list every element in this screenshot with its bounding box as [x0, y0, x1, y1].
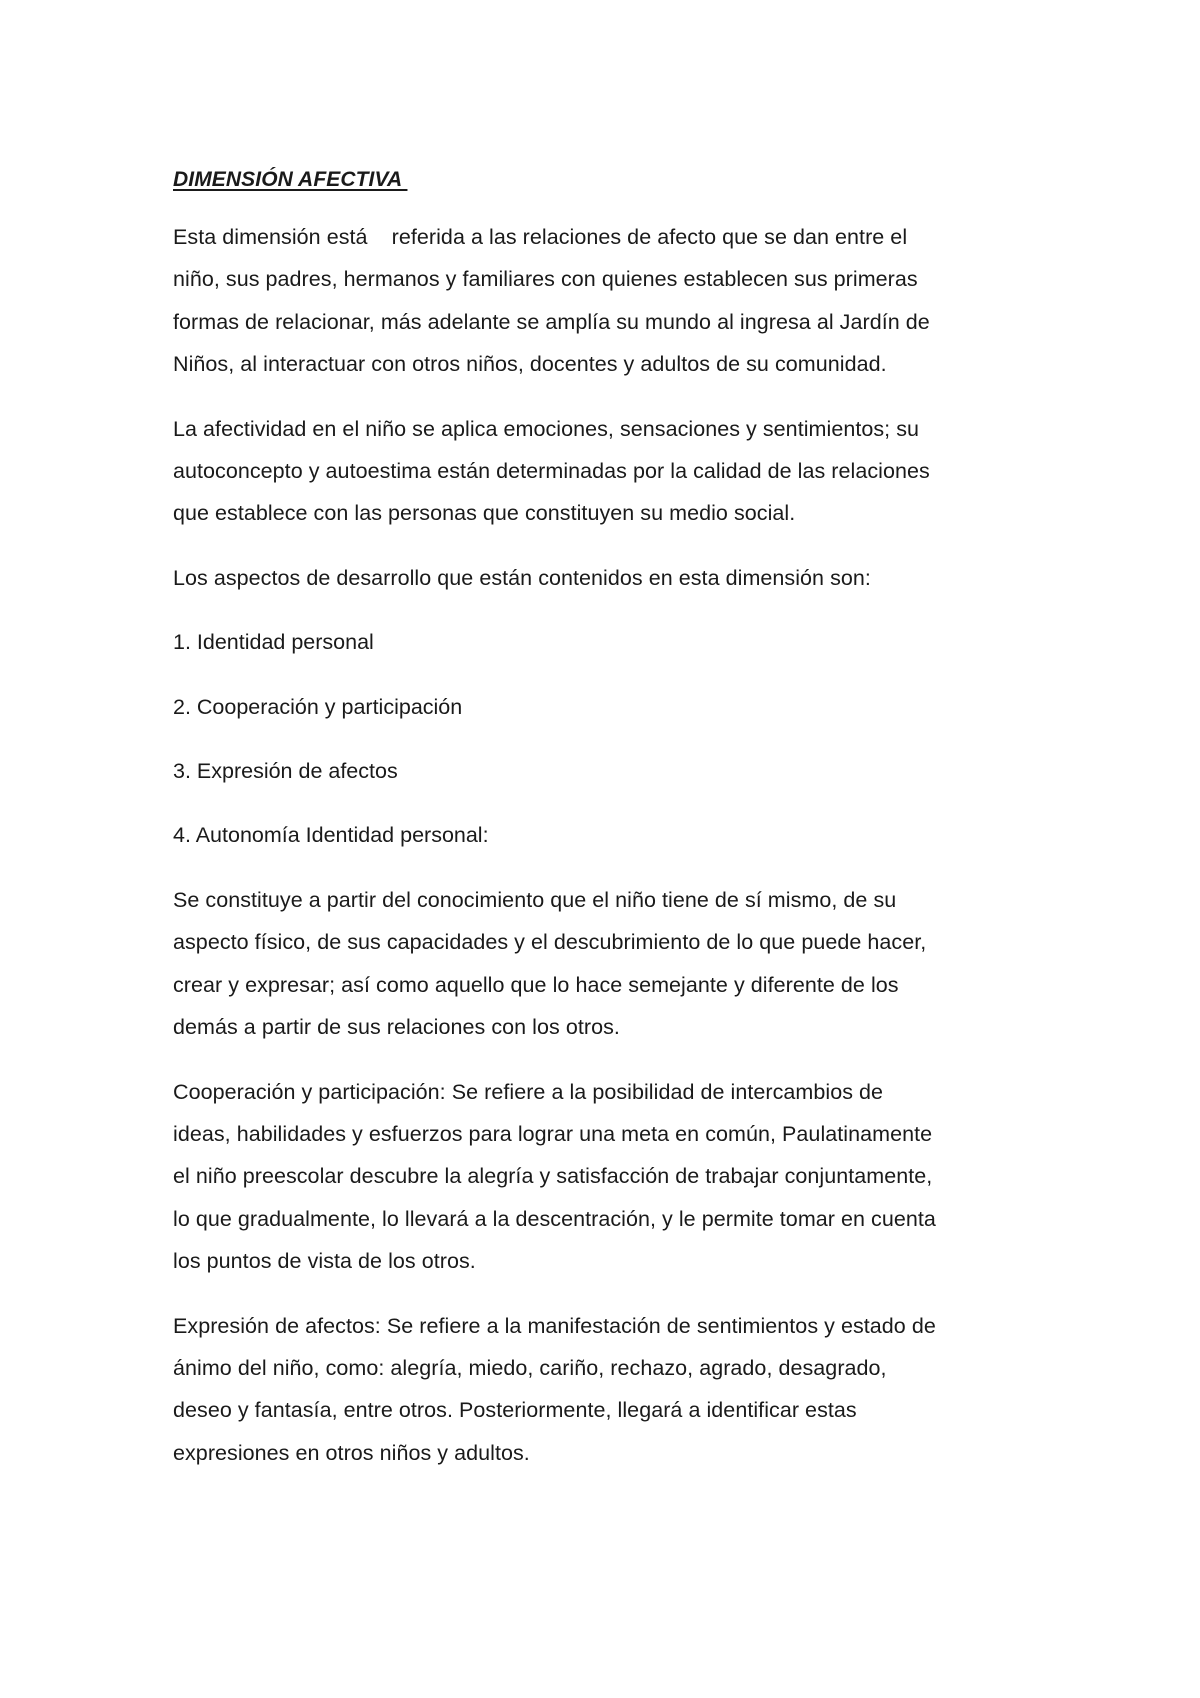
text-line: formas de relacionar, más adelante se amplía su mundo al ingresa al Jardín de	[173, 309, 930, 334]
cooperation-paragraph	[173, 1071, 1053, 1283]
text-line: Los aspectos de desarrollo que están contenidos en esta dimensión son:	[173, 565, 871, 590]
expression-paragraph	[173, 1305, 1053, 1475]
text-line: demás a partir de sus relaciones con los otros.	[173, 1015, 620, 1040]
aspect-list-item: 1. Identidad personal	[173, 630, 374, 655]
text-line: deseo y fantasía, entre otros. Posteriormente, llegará a identificar estas	[173, 1398, 857, 1423]
text-line: ideas, habilidades y esfuerzos para lograr una meta en común, Paulatinamente	[173, 1121, 933, 1146]
text-line: el niño preescolar descubre la alegría y satisfacción de trabajar conjuntamente,	[173, 1164, 933, 1189]
text-line: Se constituye a partir del conocimiento que el niño tiene de sí mismo, de su	[173, 887, 897, 912]
identity-paragraph	[173, 879, 1053, 1049]
text-line: Expresión de afectos: Se refiere a la manifestación de sentimientos y estado de	[173, 1313, 936, 1338]
text-line: aspecto físico, de sus capacidades y el descubrimiento de lo que puede hacer,	[173, 930, 927, 955]
text-line: Niños, al interactuar con otros niños, docentes y adultos de su comunidad.	[173, 352, 887, 377]
text-line: los puntos de vista de los otros.	[173, 1249, 476, 1274]
aspect-list-item: 4. Autonomía Identidad personal:	[173, 823, 489, 848]
affectivity-paragraph	[173, 408, 1053, 535]
aspects-intro-paragraph	[173, 557, 1053, 599]
text-line: Cooperación y participación: Se refiere a la posibilidad de intercambios de	[173, 1079, 884, 1104]
text-line: ánimo del niño, como: alegría, miedo, cariño, rechazo, agrado, desagrado,	[173, 1355, 887, 1380]
document-body	[173, 166, 1053, 1496]
intro-paragraph	[173, 216, 1053, 386]
text-line: crear y expresar; así como aquello que lo hace semejante y diferente de los	[173, 972, 899, 997]
text-line: niño, sus padres, hermanos y familiares con quienes establecen sus primeras	[173, 267, 918, 292]
text-line: Esta dimensión está referida a las relaciones de afecto que se dan entre el	[173, 225, 908, 249]
text-line: lo que gradualmente, lo llevará a la descentración, y le permite tomar en cuenta	[173, 1206, 936, 1231]
document-title: DIMENSIÓN AFECTIVA	[173, 168, 408, 191]
aspect-list-item: 2. Cooperación y participación	[173, 694, 463, 719]
text-line: que establece con las personas que constituyen su medio social.	[173, 501, 796, 526]
text-line: expresiones en otros niños y adultos.	[173, 1440, 530, 1465]
text-line: autoconcepto y autoestima están determinadas por la calidad de las relaciones	[173, 459, 930, 484]
aspect-list-item: 3. Expresión de afectos	[173, 759, 398, 784]
text-line: La afectividad en el niño se aplica emociones, sensaciones y sentimientos; su	[173, 416, 920, 441]
